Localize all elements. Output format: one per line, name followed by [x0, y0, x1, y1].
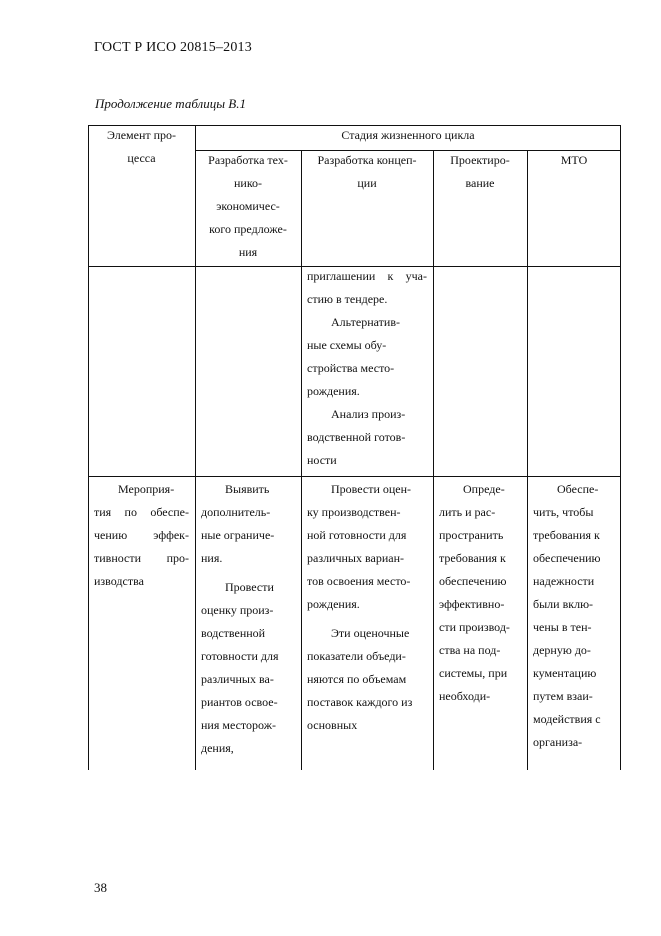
text-line: организа- — [533, 735, 583, 749]
header-line: цесса — [127, 151, 156, 165]
text-line: ку производствен- — [307, 505, 401, 519]
table-left-border — [88, 125, 89, 770]
text-line: ния. — [201, 551, 223, 565]
text-line: кументацию — [533, 666, 597, 680]
word: тия — [94, 505, 112, 519]
text-line: различных вариан- — [307, 551, 404, 565]
text-line: ния месторож- — [201, 718, 276, 732]
text-line: ности — [307, 453, 337, 467]
header-stage-design — [433, 149, 527, 195]
text-line: Опреде- — [463, 482, 505, 496]
header-process-element — [88, 124, 195, 170]
text-line: требования к — [533, 528, 600, 542]
word: про- — [166, 551, 189, 565]
text-line: водственной готов- — [307, 430, 406, 444]
header-stage-concept — [301, 149, 433, 195]
header-line: ния — [238, 245, 258, 259]
row-divider — [88, 476, 621, 477]
text-line: эффективно- — [439, 597, 505, 611]
text-line: сти производ- — [439, 620, 510, 634]
header-line: ции — [357, 176, 377, 190]
text-line — [94, 524, 189, 547]
header-stage-procurement — [527, 149, 621, 172]
text-line: дения, — [201, 741, 234, 755]
word: эффек- — [153, 528, 189, 542]
text-line: стройства место- — [307, 361, 395, 375]
row2-concept-cell — [301, 478, 433, 737]
document-header: ГОСТ Р ИСО 20815–2013 — [94, 40, 252, 55]
text-line: основных — [307, 718, 358, 732]
table-caption: Продолжение таблицы В.1 — [95, 96, 246, 111]
text-line — [307, 265, 427, 288]
text-line: ные ограниче- — [201, 528, 275, 542]
text-line: были вклю- — [533, 597, 594, 611]
word: приглашении — [307, 269, 376, 283]
text-line: необходи- — [439, 689, 491, 703]
text-line: Анализ произ- — [331, 407, 406, 421]
row2-procurement-cell — [527, 478, 621, 754]
text-line: Обеспе- — [557, 482, 599, 496]
text-line: Провести — [225, 580, 274, 594]
text-line: стию в тендере. — [307, 292, 388, 306]
text-line: обеспечению — [439, 574, 507, 588]
text-line: ной готовности для — [307, 528, 407, 542]
text-line: Альтернатив- — [331, 315, 401, 329]
text-line: чены в тен- — [533, 620, 592, 634]
text-line: риантов освое- — [201, 695, 278, 709]
text-line: путем взаи- — [533, 689, 593, 703]
header-line: МТО — [560, 153, 588, 167]
header-line: вание — [465, 176, 495, 190]
header-line: нико- — [233, 176, 263, 190]
text-line: требования к — [439, 551, 506, 565]
row1-concept-cell — [301, 265, 433, 472]
word: по — [124, 505, 137, 519]
text-line: ства на под- — [439, 643, 501, 657]
text-line: рождения. — [307, 597, 360, 611]
text-line: рождения. — [307, 384, 360, 398]
row2-feasibility-cell — [195, 478, 301, 760]
text-line: изводства — [94, 574, 144, 588]
text-line — [94, 501, 189, 524]
text-line: тов освоения место- — [307, 574, 411, 588]
text-line: дерную до- — [533, 643, 591, 657]
page-number: 38 — [94, 880, 107, 895]
text-line: надежности — [533, 574, 595, 588]
header-line: кого предложе- — [209, 222, 287, 236]
header-stage-feasibility — [195, 149, 301, 264]
word: чению — [94, 528, 128, 542]
word: к — [387, 269, 394, 283]
header-line: Разработка концеп- — [317, 153, 417, 167]
text-line: Провести оцен- — [331, 482, 412, 496]
text-line: обеспечению — [533, 551, 601, 565]
text-line — [94, 547, 189, 570]
text-line: Эти оценочные — [331, 626, 410, 640]
row2-design-cell — [433, 478, 527, 708]
text-line: водственной — [201, 626, 266, 640]
header-line: Проектиро- — [450, 153, 510, 167]
word: обеспе- — [150, 505, 189, 519]
text-line: пространить — [439, 528, 504, 542]
text-line: лить и рас- — [439, 505, 496, 519]
text-line: различных ва- — [201, 672, 274, 686]
text-line: оценку произ- — [201, 603, 274, 617]
text-line: готовности для — [201, 649, 279, 663]
text-line: системы, при — [439, 666, 508, 680]
row2-element-cell — [88, 478, 195, 593]
text-line: Выявить — [225, 482, 270, 496]
text-line: поставок каждого из — [307, 695, 413, 709]
header-line: Разработка тех- — [208, 153, 288, 167]
text-line: показатели объеди- — [307, 649, 406, 663]
text-line: ные схемы обу- — [307, 338, 387, 352]
word: уча- — [405, 269, 427, 283]
text-line: чить, чтобы — [533, 505, 594, 519]
text-line: Мероприя- — [118, 482, 175, 496]
header-line: экономичес- — [216, 199, 280, 213]
header-line: Элемент про- — [106, 128, 177, 142]
text-line: няются по объемам — [307, 672, 407, 686]
header-lifecycle-stage: Стадия жизненного цикла — [341, 128, 475, 142]
text-line: модействия с — [533, 712, 601, 726]
text-line: дополнитель- — [201, 505, 271, 519]
word: тивности — [94, 551, 142, 565]
